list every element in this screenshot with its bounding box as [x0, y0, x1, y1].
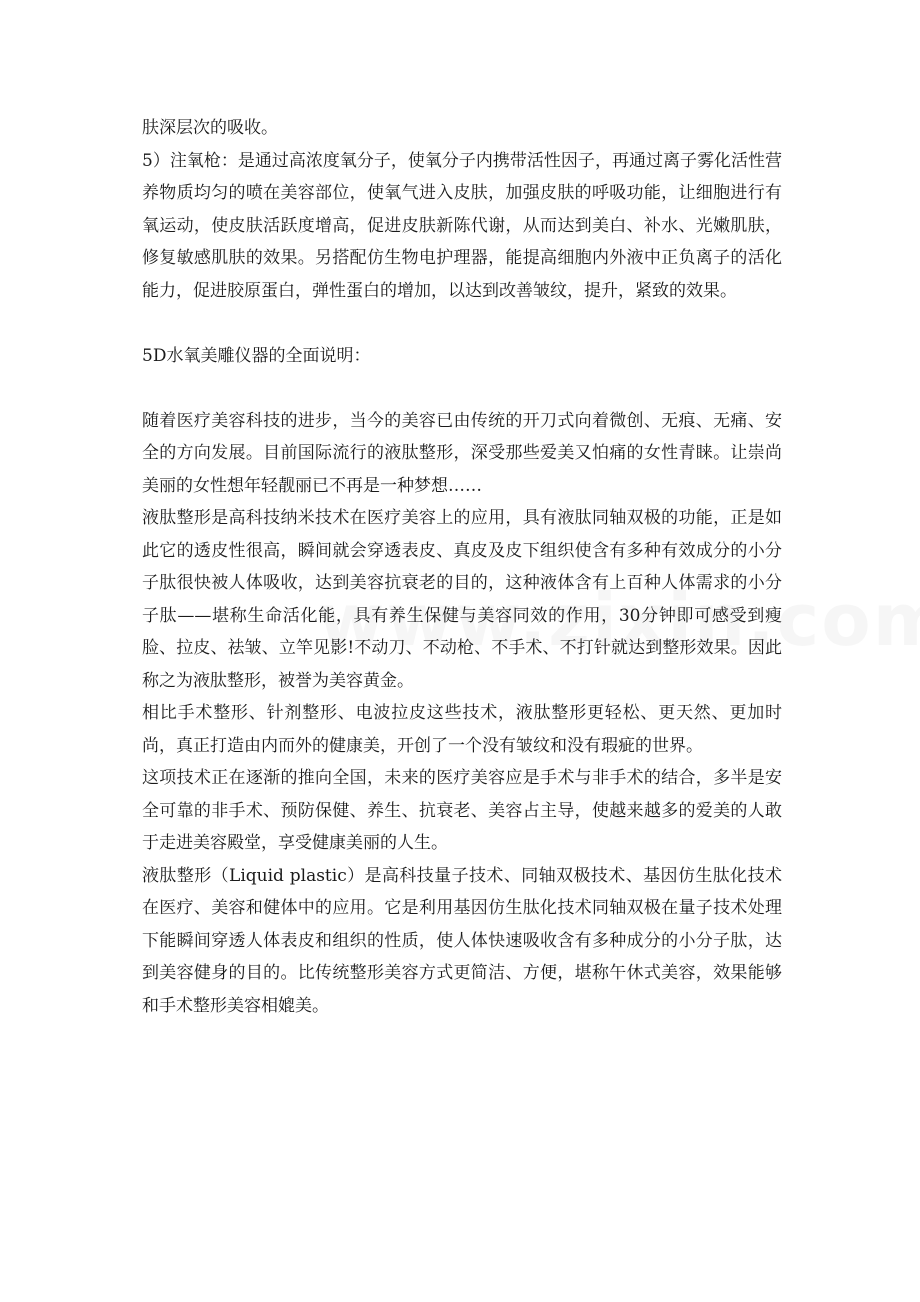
paragraph: 这项技术正在逐渐的推向全国，未来的医疗美容应是手术与非手术的结合，多半是安全可靠的非手术、预防保健、养生、抗衰老、美容占主导，使越来越多的爱美的人敢于走进美容殿堂，享受健康美丽的人生。	[142, 768, 782, 853]
intro-fragment: 肤深层次的吸收。	[142, 118, 278, 138]
paragraph: 液肽整形（Liquid plastic）是高科技量子技术、同轴双极技术、基因仿生肽化技术在医疗、美容和健体中的应用。它是利用基因仿生肽化技术同轴双极在量子技术处理下能瞬间穿透人体表皮和组织的性质，使人体快速吸收含有多种成分的小分子肽，达到美容健身的目的。比传统整形美容方式更简洁、方便，堪称午休式美容，效果能够和手术整形美容相媲美。	[142, 865, 782, 1016]
blank-line	[142, 372, 782, 405]
item-5-paragraph: 5）注氧枪：是通过高浓度氧分子，使氧分子内携带活性因子，再通过离子雾化活性营养物质均匀的喷在美容部位，使氧气进入皮肤，加强皮肤的呼吸功能，让细胞进行有氧运动，使皮肤活跃度增高，促进皮肤新陈代谢，从而达到美白、补水、光嫩肌肤，修复敏感肌肤的效果。另搭配仿生物电护理器，能提高细胞内外液中正负离子的活化能力，促进胶原蛋白，弹性蛋白的增加，以达到改善皱纹，提升，紧致的效果。	[142, 150, 782, 301]
blank-line	[142, 307, 782, 340]
document-body	[142, 112, 782, 1022]
paragraph: 相比手术整形、针剂整形、电波拉皮这些技术，液肽整形更轻松、更天然、更加时尚，真正打造由内而外的健康美，开创了一个没有皱纹和没有瑕疵的世界。	[142, 703, 782, 756]
paragraph: 液肽整形是高科技纳米技术在医疗美容上的应用，具有液肽同轴双极的功能，正是如此它的透皮性很高，瞬间就会穿透表皮、真皮及皮下组织使含有多种有效成分的小分子肽很快被人体吸收，达到美容抗衰老的目的，这种液体含有上百种人体需求的小分子肽——堪称生命活化能，具有养生保健与美容同效的作用，30分钟即可感受到瘦脸、拉皮、祛皱、立竿见影!不动刀、不动枪、不手术、不打针就达到整形效果。因此称之为液肽整形，被誉为美容黄金。	[142, 508, 782, 691]
section-heading: 5D水氧美雕仪器的全面说明：	[142, 345, 371, 366]
paragraph: 随着医疗美容科技的进步，当今的美容已由传统的开刀式向着微创、无痕、无痛、安全的方向发展。目前国际流行的液肽整形，深受那些爱美又怕痛的女性青睐。让崇尚美丽的女性想年轻靓丽已不再是一种梦想……	[142, 410, 782, 496]
